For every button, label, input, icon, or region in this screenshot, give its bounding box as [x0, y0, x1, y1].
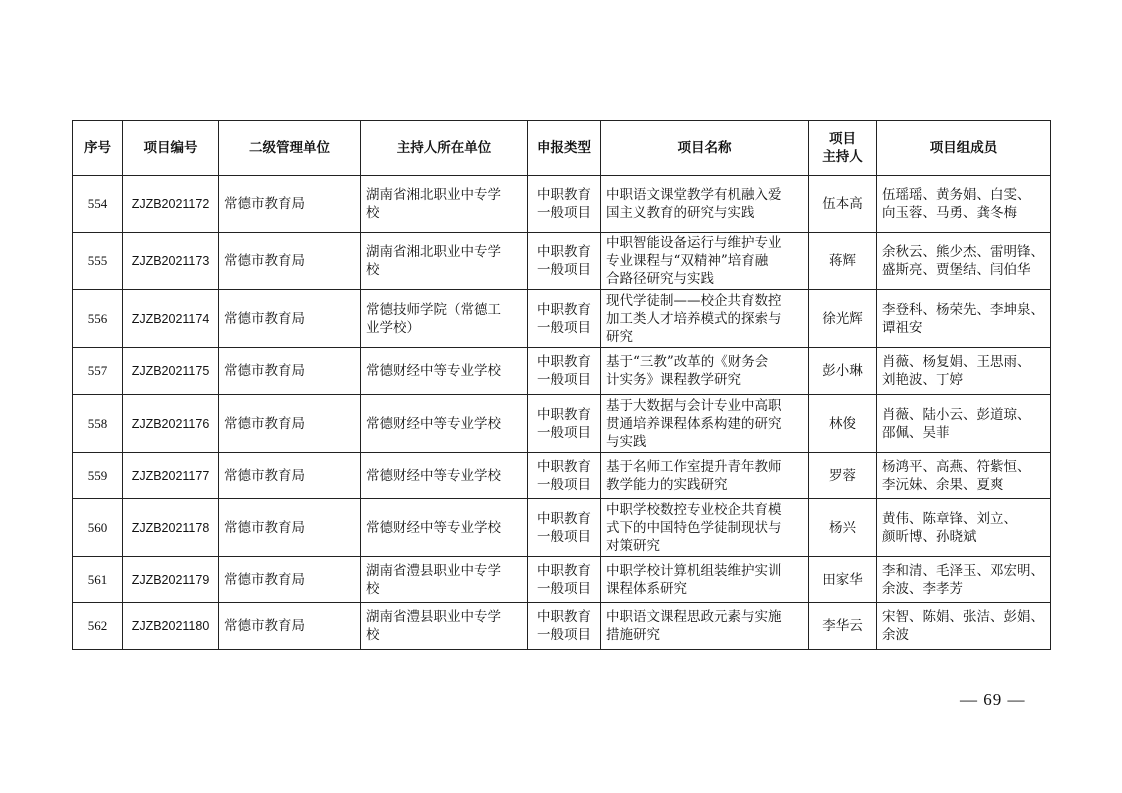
cell-host-unit-line: 湖南省湘北职业中专学	[366, 187, 501, 203]
cell-name	[601, 290, 809, 348]
cell-name-line: 专业课程与“双精神”培育融	[606, 253, 769, 269]
cell-type	[528, 499, 601, 557]
cell-name-line: 加工类人才培养模式的探索与	[606, 310, 782, 327]
cell-type-line: 中职教育	[537, 510, 591, 527]
cell-members	[877, 176, 1051, 233]
cell-admin-unit: 常德市教育局	[219, 348, 361, 395]
cell-name-line: 基于大数据与会计专业中高职	[606, 397, 782, 414]
cell-name-line: 课程体系研究	[606, 580, 687, 597]
cell-name-line: 中职语文课堂教学有机融入爱	[606, 187, 782, 203]
cell-name	[601, 176, 809, 233]
page-number: — 69 —	[960, 690, 1026, 709]
header-text: 主持人所在单位	[396, 140, 492, 156]
project-table	[72, 120, 1051, 650]
cell-name-line: 现代学徒制——校企共育数控	[606, 292, 782, 309]
cell-type-line: 中职教育	[537, 562, 591, 579]
cell-code: ZJZB2021176	[123, 395, 219, 453]
cell-host-unit-line: 常德财经中等专业学校	[366, 467, 501, 484]
cell-host: 彭小琳	[809, 348, 877, 395]
cell-host-unit-line: 常德技师学院（常德工	[366, 301, 501, 318]
cell-host-unit	[361, 233, 528, 290]
table-row	[73, 290, 1051, 348]
table-row	[73, 603, 1051, 650]
cell-admin-unit: 常德市教育局	[219, 499, 361, 557]
cell-host-unit-line: 校	[366, 627, 380, 643]
table-row	[73, 499, 1051, 557]
cell-members-line: 余波、李孝芳	[882, 580, 963, 597]
cell-no: 557	[73, 348, 123, 395]
cell-type	[528, 603, 601, 650]
cell-host-unit	[361, 290, 528, 348]
header-text: 项目	[829, 131, 856, 147]
cell-no: 562	[73, 603, 123, 650]
cell-no: 560	[73, 499, 123, 557]
cell-type-line: 一般项目	[537, 372, 591, 388]
cell-host-unit-line: 常德财经中等专业学校	[366, 363, 501, 379]
header-no	[73, 121, 123, 176]
header-text: 申报类型	[537, 140, 591, 156]
cell-members-line: 李登科、杨荣先、李坤泉、	[882, 301, 1044, 318]
cell-host-unit-line: 业学校）	[366, 319, 420, 336]
cell-members-line: 谭祖安	[882, 319, 923, 336]
cell-members-line: 余秋云、熊少杰、雷明锋、	[882, 244, 1044, 260]
cell-name-line: 中职学校计算机组装维护实训	[606, 562, 782, 579]
cell-type	[528, 233, 601, 290]
cell-members-line: 邵佩、吴菲	[882, 424, 950, 441]
table-row	[73, 557, 1051, 603]
cell-type	[528, 290, 601, 348]
cell-name-line: 对策研究	[606, 537, 660, 554]
cell-type-line: 一般项目	[537, 205, 591, 221]
cell-name-line: 教学能力的实践研究	[606, 476, 728, 493]
cell-name-line: 贯通培养课程体系构建的研究	[606, 415, 782, 432]
cell-members-line: 盛斯亮、贾堡结、闫伯华	[882, 262, 1031, 278]
cell-members	[877, 453, 1051, 499]
cell-admin-unit: 常德市教育局	[219, 557, 361, 603]
cell-type-line: 一般项目	[537, 528, 591, 545]
cell-name-line: 式下的中国特色学徒制现状与	[606, 519, 782, 536]
cell-type	[528, 348, 601, 395]
cell-name-line: 中职语文课程思政元素与实施	[606, 609, 782, 625]
cell-code: ZJZB2021179	[123, 557, 219, 603]
cell-type-line: 一般项目	[537, 262, 591, 278]
cell-host-unit	[361, 603, 528, 650]
cell-code: ZJZB2021174	[123, 290, 219, 348]
cell-code: ZJZB2021173	[123, 233, 219, 290]
cell-host-unit-line: 湖南省澧县职业中专学	[366, 609, 501, 625]
cell-members-line: 杨鸿平、高燕、符紫恒、	[882, 458, 1031, 475]
header-members	[877, 121, 1051, 176]
table-row	[73, 233, 1051, 290]
cell-name	[601, 395, 809, 453]
cell-name-line: 合路径研究与实践	[606, 271, 714, 287]
header-text: 二级管理单位	[249, 140, 330, 156]
table-row	[73, 395, 1051, 453]
cell-members	[877, 290, 1051, 348]
cell-host-unit	[361, 348, 528, 395]
cell-host: 田家华	[809, 557, 877, 603]
cell-code: ZJZB2021177	[123, 453, 219, 499]
table-header-row	[73, 121, 1051, 176]
cell-host: 伍本高	[809, 176, 877, 233]
cell-type	[528, 453, 601, 499]
cell-host-unit-line: 校	[366, 262, 380, 278]
header-host-unit	[361, 121, 528, 176]
cell-no: 555	[73, 233, 123, 290]
cell-name-line: 计实务》课程教学研究	[606, 372, 741, 388]
cell-members	[877, 233, 1051, 290]
cell-admin-unit: 常德市教育局	[219, 395, 361, 453]
table-row	[73, 453, 1051, 499]
cell-name-line: 基于名师工作室提升青年教师	[606, 458, 782, 475]
cell-type-line: 一般项目	[537, 580, 591, 597]
cell-name-line: 国主义教育的研究与实践	[606, 205, 755, 221]
cell-type-line: 一般项目	[537, 627, 591, 643]
cell-host: 林俊	[809, 395, 877, 453]
cell-name	[601, 499, 809, 557]
cell-type	[528, 395, 601, 453]
header-text: 项目名称	[677, 140, 732, 156]
cell-type-line: 一般项目	[537, 319, 591, 336]
cell-name-line: 基于“三教”改革的《财务会	[606, 354, 769, 370]
cell-type-line: 一般项目	[537, 424, 591, 441]
cell-code: ZJZB2021178	[123, 499, 219, 557]
cell-no: 556	[73, 290, 123, 348]
cell-type-line: 中职教育	[537, 301, 591, 318]
cell-members-line: 刘艳波、丁婷	[882, 372, 963, 388]
cell-members-line: 黄伟、陈章锋、刘立、	[882, 510, 1017, 527]
cell-name	[601, 348, 809, 395]
table-row	[73, 348, 1051, 395]
cell-members	[877, 348, 1051, 395]
header-admin-unit	[219, 121, 361, 176]
cell-name	[601, 557, 809, 603]
cell-name	[601, 603, 809, 650]
cell-host: 杨兴	[809, 499, 877, 557]
cell-name-line: 措施研究	[606, 627, 660, 643]
cell-name	[601, 233, 809, 290]
cell-name-line: 中职学校数控专业校企共育模	[606, 501, 782, 518]
cell-host-unit-line: 校	[366, 580, 380, 597]
cell-members	[877, 557, 1051, 603]
cell-type	[528, 557, 601, 603]
cell-code: ZJZB2021175	[123, 348, 219, 395]
header-text: 项目编号	[143, 140, 198, 156]
cell-members-line: 肖薇、陆小云、彭道琼、	[882, 406, 1031, 423]
cell-host-unit	[361, 395, 528, 453]
cell-members-line: 李和清、毛泽玉、邓宏明、	[882, 562, 1044, 579]
cell-members	[877, 395, 1051, 453]
cell-members-line: 肖薇、杨复娟、王思雨、	[882, 354, 1031, 370]
cell-members	[877, 499, 1051, 557]
cell-name	[601, 453, 809, 499]
cell-no: 561	[73, 557, 123, 603]
table-row	[73, 176, 1051, 233]
cell-host-unit	[361, 453, 528, 499]
cell-members-line: 伍瑶瑶、黄务娟、白雯、	[882, 187, 1031, 203]
cell-code: ZJZB2021180	[123, 603, 219, 650]
header-code	[123, 121, 219, 176]
cell-type-line: 中职教育	[537, 458, 591, 475]
cell-admin-unit: 常德市教育局	[219, 176, 361, 233]
cell-members	[877, 603, 1051, 650]
cell-admin-unit: 常德市教育局	[219, 453, 361, 499]
cell-host: 李华云	[809, 603, 877, 650]
cell-members-line: 李沅妹、余果、夏爽	[882, 476, 1004, 493]
cell-type-line: 中职教育	[537, 354, 591, 370]
header-type	[528, 121, 601, 176]
cell-admin-unit: 常德市教育局	[219, 290, 361, 348]
cell-host-unit	[361, 176, 528, 233]
cell-members-line: 向玉蓉、马勇、龚冬梅	[882, 205, 1017, 221]
cell-name-line: 与实践	[606, 433, 647, 450]
header-text: 主持人	[822, 149, 863, 165]
cell-members-line: 宋智、陈娟、张洁、彭娟、	[882, 609, 1044, 625]
cell-members-line: 余波	[882, 627, 909, 643]
table-body	[73, 176, 1051, 650]
header-name	[601, 121, 809, 176]
cell-host-unit-line: 校	[366, 205, 380, 221]
cell-no: 558	[73, 395, 123, 453]
header-text: 序号	[84, 140, 111, 156]
header-host	[809, 121, 877, 176]
cell-host-unit-line: 湖南省澧县职业中专学	[366, 562, 501, 579]
cell-host-unit-line: 湖南省湘北职业中专学	[366, 244, 501, 260]
cell-code: ZJZB2021172	[123, 176, 219, 233]
cell-members-line: 颜昕博、孙晓斌	[882, 528, 977, 545]
cell-admin-unit: 常德市教育局	[219, 603, 361, 650]
cell-name-line: 中职智能设备运行与维护专业	[606, 235, 782, 251]
cell-type-line: 中职教育	[537, 609, 591, 625]
cell-host: 徐光辉	[809, 290, 877, 348]
cell-type-line: 中职教育	[537, 244, 591, 260]
header-text: 项目组成员	[929, 140, 998, 156]
cell-host-unit-line: 常德财经中等专业学校	[366, 519, 501, 536]
cell-host-unit	[361, 499, 528, 557]
cell-no: 559	[73, 453, 123, 499]
cell-type-line: 一般项目	[537, 476, 591, 493]
cell-host: 蒋辉	[809, 233, 877, 290]
cell-type-line: 中职教育	[537, 187, 591, 203]
cell-no: 554	[73, 176, 123, 233]
cell-name-line: 研究	[606, 328, 633, 345]
cell-host: 罗蓉	[809, 453, 877, 499]
cell-host-unit-line: 常德财经中等专业学校	[366, 415, 501, 432]
cell-admin-unit: 常德市教育局	[219, 233, 361, 290]
cell-type	[528, 176, 601, 233]
cell-host-unit	[361, 557, 528, 603]
cell-type-line: 中职教育	[537, 406, 591, 423]
